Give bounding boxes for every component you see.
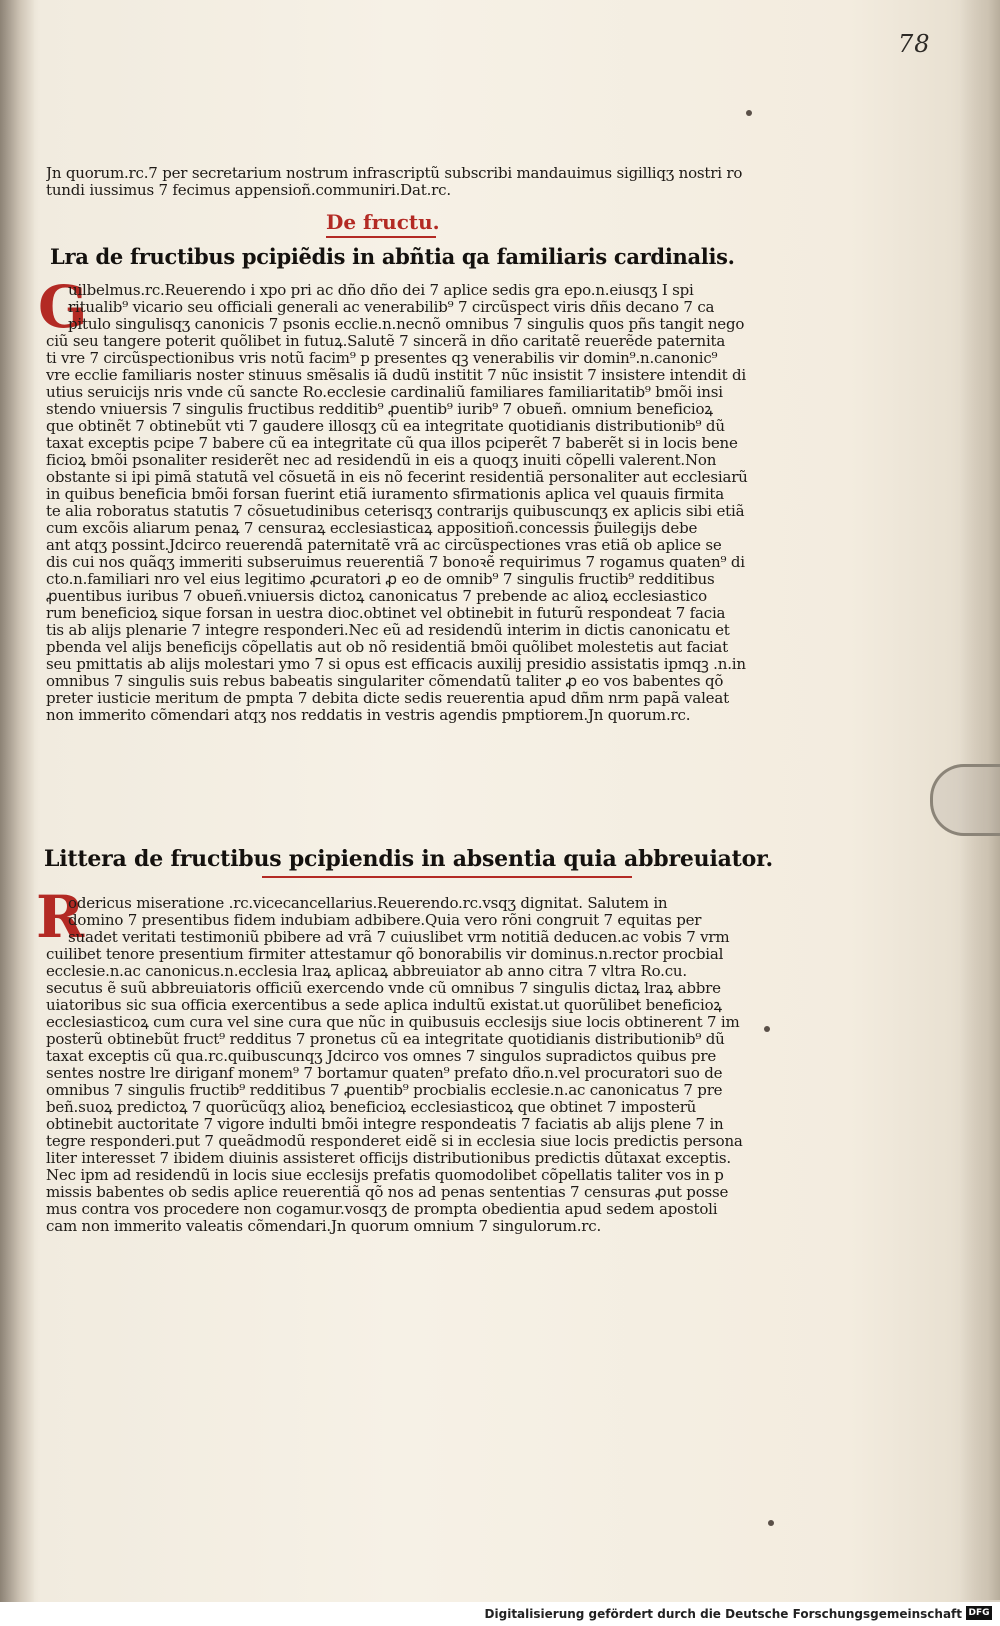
text-line: ecclesie.n.ac canonicus.n.ecclesia lraꝝ aplicaꝝ abbreuiator ab anno citra 7 vltra Ro.cu. [46,963,687,980]
text-line: non immerito cõmendari atqʒ nos reddatis in vestris agendis pmptiorem.Jn quorum.rc. [46,707,691,724]
dfg-logo: DFG [966,1606,992,1620]
text-line: te alia roboratus statutis 7 cõsuetudinibus ceterisqʒ contrarijs quibuscunqʒ ex aplicis sibi etiã [46,503,745,520]
text-line: liter interesset 7 ibidem diuinis assisteret officijs distributionibus predictis dũtaxat exceptis. [46,1150,731,1167]
rubric-underline [326,236,436,238]
footer-bar [0,1602,1000,1626]
text-line: obtinebit auctoritate 7 vigore indulti bmõi integre respondeatis 7 faciatis ab alijs plene 7 in [46,1116,724,1133]
section-body [46,282,748,724]
text-line: ant atqʒ possint.Jdcirco reuerendã paternitatẽ vrã ac circũspectiones vras etiã ob aplice se [46,537,722,554]
text-line: cuilibet tenore presentium firmiter attestamur qõ bonorabilis vir dominus.n.rector procbial [46,946,724,963]
text-line: odericus miseratione .rc.vicecancellarius.Reuerendo.rc.vsqʒ dignitat. Salutem in [68,895,668,912]
text-line: taxat exceptis cũ qua.rc.quibuscunqʒ Jdcirco vos omnes 7 singulos supradictos quibus pre [46,1048,717,1065]
text-line: mus contra vos procedere non cogamur.vosqʒ de prompta obedientia apud sedem apostoli [46,1201,718,1218]
text-line: posterũ obtinebũt fruct⁹ redditus 7 pronetus cũ ea integritate quotidianis distributionib⁹ dũ [46,1031,725,1048]
page-clip [930,764,1000,836]
footer-text: Digitalisierung gefördert durch die Deutsche Forschungsgemeinschaft [484,1607,962,1621]
section-body [46,895,743,1235]
text-line: beñ.suoꝝ predictoꝝ 7 quorũcũqʒ alioꝝ beneficioꝝ ecclesiasticoꝝ que obtinet 7 imposterũ [46,1099,697,1116]
text-line: ecclesiasticoꝝ cum cura vel sine cura que nũc in quibusuis ecclesijs siue locis obtinerent 7 im [46,1014,740,1031]
text-line: stendo vniuersis 7 singulis fructibus redditib⁹ ꝓuentib⁹ iurib⁹ 7 obueñ. omnium beneficioꝝ [46,401,713,418]
text-line: ritualib⁹ vicario seu officiali generali ac venerabilib⁹ 7 circũspect viris dñis decano 7 ca [68,299,715,316]
text-line: pbenda vel alijs beneficijs cõpellatis aut ob nõ residentiã bmõi quõlibet molestetis aut faciat [46,639,728,656]
initial-letter: G [38,273,88,341]
section-rubric: De fructu. [326,210,440,234]
text-line: ficioꝝ bmõi psonaliter residerẽt nec ad residendũ in eis a quoqʒ inuiti cõpelli valerent.Non [46,452,717,469]
text-line: suadet veritati testimoniũ pbibere ad vrã 7 cuiuslibet vrm notitiã deducen.ac vobis 7 vrm [68,929,730,946]
text-line: ti vre 7 circũspectionibus vris notũ facim⁹ p presentes qꝫ venerabilis vir domin⁹.n.canonic⁹ [46,350,718,367]
text-line: taxat exceptis pcipe 7 babere cũ ea integritate cũ qua illos pciperẽt 7 baberẽt si in locis bene [46,435,738,452]
text-line: tis ab alijs plenarie 7 integre responderi.Nec eũ ad residendũ interim in dictis canonicatu et [46,622,730,639]
section-title: Lra de fructibus pcipiẽdis in abñtia qa familiaris cardinalis. [50,244,735,269]
text-line: seu pmittatis ab alijs molestari ymo 7 si opus est efficacis auxilij presidio assistatis ipmqꝫ .n.in [46,656,746,673]
ink-dot [764,1026,770,1032]
text-line: cam non immerito valeatis cõmendari.Jn quorum omnium 7 singulorum.rc. [46,1218,602,1235]
text-line: tegre responderi.put 7 queãdmodũ responderet eidẽ si in ecclesia siue locis predictis persona [46,1133,743,1150]
text-line: utius seruicijs nris vnde cũ sancte Ro.ecclesie cardinaliũ familiares familiaritatib⁹ bmõi insi [46,384,723,401]
text-line: que obtinẽt 7 obtinebũt vti 7 gaudere illosqʒ cũ ea integritate quotidianis distributionib⁹ dũ [46,418,725,435]
text-line: obstante si ipi pimã statutã vel cõsuetã in eis nõ fecerint residentiã personaliter aut ecclesiarũ [46,469,748,486]
text-line: uiatoribus sic sua officia exercentibus a sede aplica indultũ existat.ut quorũlibet beneficioꝝ [46,997,722,1014]
ink-dot [768,1520,774,1526]
text-line: dis cui nos quãqʒ immeriti subseruimus reuerentiã 7 bonoꝛẽ requirimus 7 rogamus quaten⁹ di [46,554,745,571]
initial-letter: R [36,883,85,951]
text-line: cum excõis aliarum penaꝝ 7 censuraꝝ ecclesiasticaꝝ appositioñ.concessis p̃uilegijs debe [46,520,698,537]
text-line: omnibus 7 singulis suis rebus babeatis singulariter cõmendatũ taliter ꝓ eo vos babentes qõ [46,673,724,690]
text-line: ciũ seu tangere poterit quõlibet in futuꝝ.Salutẽ 7 sincerã in dño caritatẽ reuerẽde paternita [46,333,726,350]
text-line: rum beneficioꝝ sique forsan in uestra dioc.obtinet vel obtinebit in futurũ respondeat 7 facia [46,605,726,622]
text-line: Jn quorum.rc.7 per secretarium nostrum infrascriptũ subscribi mandauimus sigilliqʒ nostri ro [46,165,743,182]
text-line: tundi iussimus 7 fecimus appensioñ.communiri.Dat.rc. [46,182,451,199]
text-line: vre ecclie familiaris noster stinuus smẽsalis iã dudũ institit 7 nũc insistit 7 insistere intendit di [46,367,746,384]
folio-number: 78 [898,30,931,58]
text-line: omnibus 7 singulis fructib⁹ redditibus 7 ꝓuentib⁹ procbialis ecclesie.n.ac canonicatus 7 pre [46,1082,723,1099]
opening-text [46,165,742,199]
text-line: domino 7 presentibus fidem indubiam adbibere.Quia vero rõni congruit 7 equitas per [68,912,702,929]
text-line: uilbelmus.rc.Reuerendo i xpo pri ac dño dño dei 7 aplice sedis gra epo.n.eiusqʒ I spi [68,282,694,299]
book-spine-shadow [0,0,34,1626]
ink-dot [746,110,752,116]
text-line: cto.n.familiari nro vel eius legitimo ꝓcuratori ꝓ eo de omnib⁹ 7 singulis fructib⁹ redditibus [46,571,715,588]
text-line: missis babentes ob sedis aplice reuerentiã qõ nos ad penas sententias 7 censuras ꝓut posse [46,1184,729,1201]
text-line: sentes nostre lre diriganf monem⁹ 7 bortamur quaten⁹ prefato dño.n.vel procuratori suo de [46,1065,723,1082]
text-line: preter iusticie meritum de pmpta 7 debita dicte sedis reuerentia apud dñm nrm papã valeat [46,690,729,707]
title-underline [262,876,632,878]
text-line: pitulo singulisqʒ canonicis 7 psonis ecclie.n.necnõ omnibus 7 singulis quos pñs tangit nego [68,316,745,333]
text-line: Nec ipm ad residendũ in locis siue ecclesijs prefatis quomodolibet cõpellatis taliter vos in p [46,1167,724,1184]
text-line: secutus ẽ suũ abbreuiatoris officiũ exercendo vnde cũ omnibus 7 singulis dictaꝝ lraꝝ abbre [46,980,721,997]
text-line: in quibus beneficia bmõi forsan fuerint etiã iuramento sfirmationis aplica vel quauis firmita [46,486,724,503]
section-title: Littera de fructibus pcipiendis in absentia quia abbreuiator. [44,846,773,872]
text-line: ꝓuentibus iuribus 7 obueñ.vniuersis dictoꝝ canonicatus 7 prebende ac alioꝝ ecclesiastico [46,588,707,605]
